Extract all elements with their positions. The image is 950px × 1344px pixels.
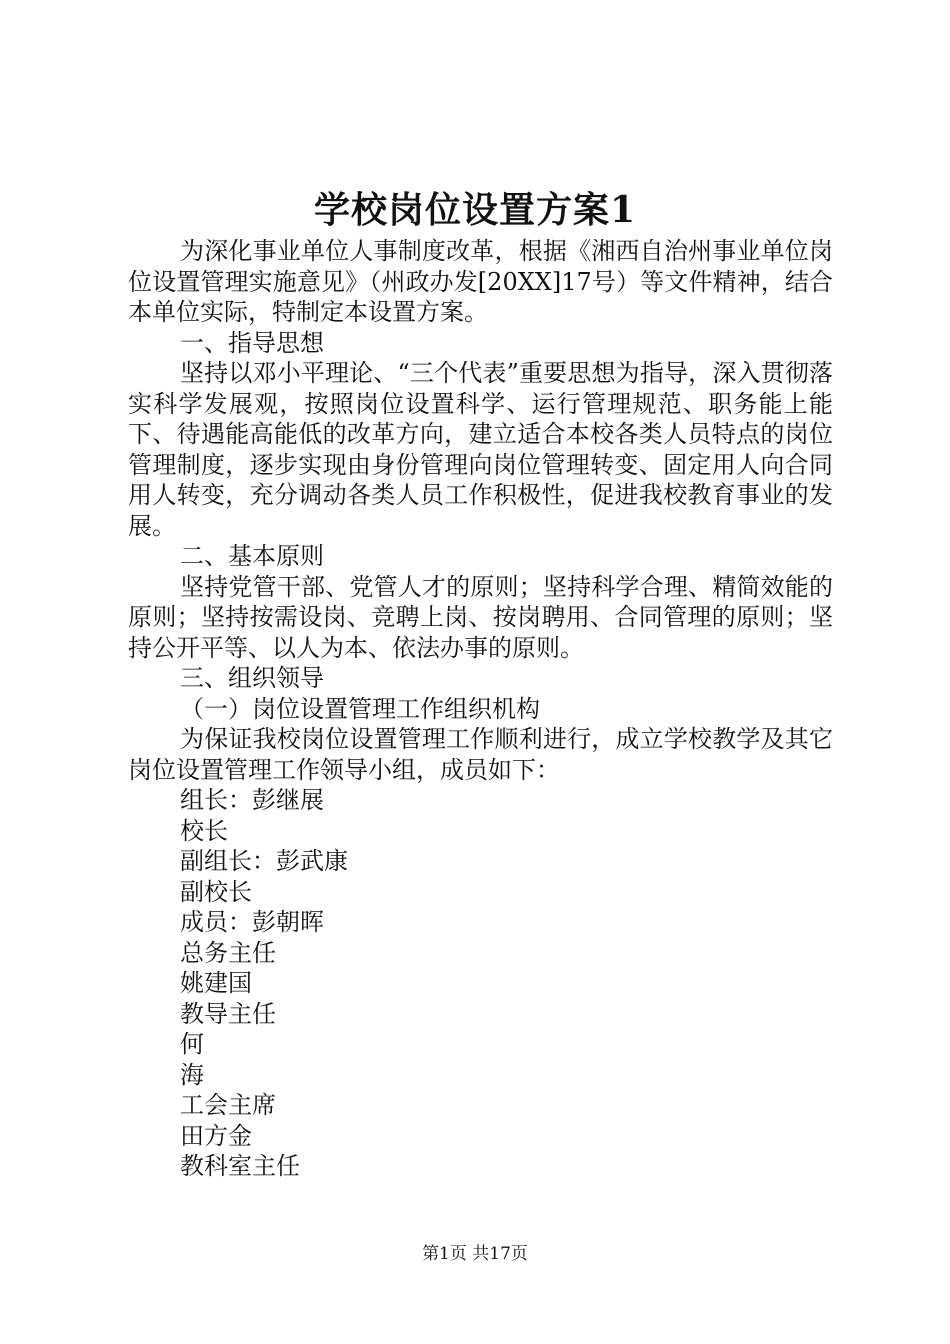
member-line: 何 — [180, 1030, 204, 1058]
document-body — [128, 236, 833, 1182]
member-line: 海 — [180, 1060, 204, 1089]
document-title: 学校岗位设置方案1 — [313, 189, 637, 231]
member-line: 教导主任 — [180, 999, 276, 1028]
member-line: 成员：彭朝晖 — [180, 908, 324, 936]
page-footer: 第1页 共17页 — [422, 1244, 528, 1264]
member-line: 校长 — [180, 816, 228, 845]
member-line: 组长：彭继展 — [180, 786, 324, 814]
member-line: 工会主席 — [180, 1091, 276, 1119]
member-line: 教科室主任 — [180, 1152, 300, 1180]
subsection-heading-organization-body: （一）岗位设置管理工作组织机构 — [180, 694, 540, 723]
member-line: 副校长 — [180, 877, 252, 906]
member-line: 总务主任 — [180, 938, 276, 967]
section-heading-basic-principles: 二、基本原则 — [180, 542, 324, 570]
member-line: 田方金 — [180, 1121, 252, 1150]
organization-paragraph: 为保证我校岗位设置管理工作顺利进行，成立学校教学及其它岗位设置管理工作领导小组，成员如下： — [128, 725, 833, 784]
intro-paragraph: 为深化事业单位人事制度改革，根据《湘西自治州事业单位岗位设置管理实施意见》（州政办发[20XX]17号）等文件精神，结合本单位实际，特制定本设置方案。 — [128, 237, 833, 326]
basic-principles-paragraph: 坚持党管干部、党管人才的原则；坚持科学合理、精简效能的原则；坚持按需设岗、竞聘上岗、按岗聘用、合同管理的原则；坚持公开平等、以人为本、依法办事的原则。 — [128, 572, 833, 662]
section-heading-organization: 三、组织领导 — [180, 664, 324, 692]
section-heading-guiding-ideology: 一、指导思想 — [180, 328, 324, 357]
member-line: 副组长：彭武康 — [180, 847, 348, 875]
member-line: 姚建国 — [180, 969, 252, 997]
guiding-ideology-paragraph: 坚持以邓小平理论、“三个代表”重要思想为指导，深入贯彻落实科学发展观，按照岗位设置科学、运行管理规范、职务能上能下、待遇能高能低的改革方向，建立适合本校各类人员特点的岗位管理制度，逐步实现由身份管理向岗位管理转变、固定用人向合同用人转变，充分调动各类人员工作积极性，促进我校教育事业的发展。 — [128, 359, 833, 540]
